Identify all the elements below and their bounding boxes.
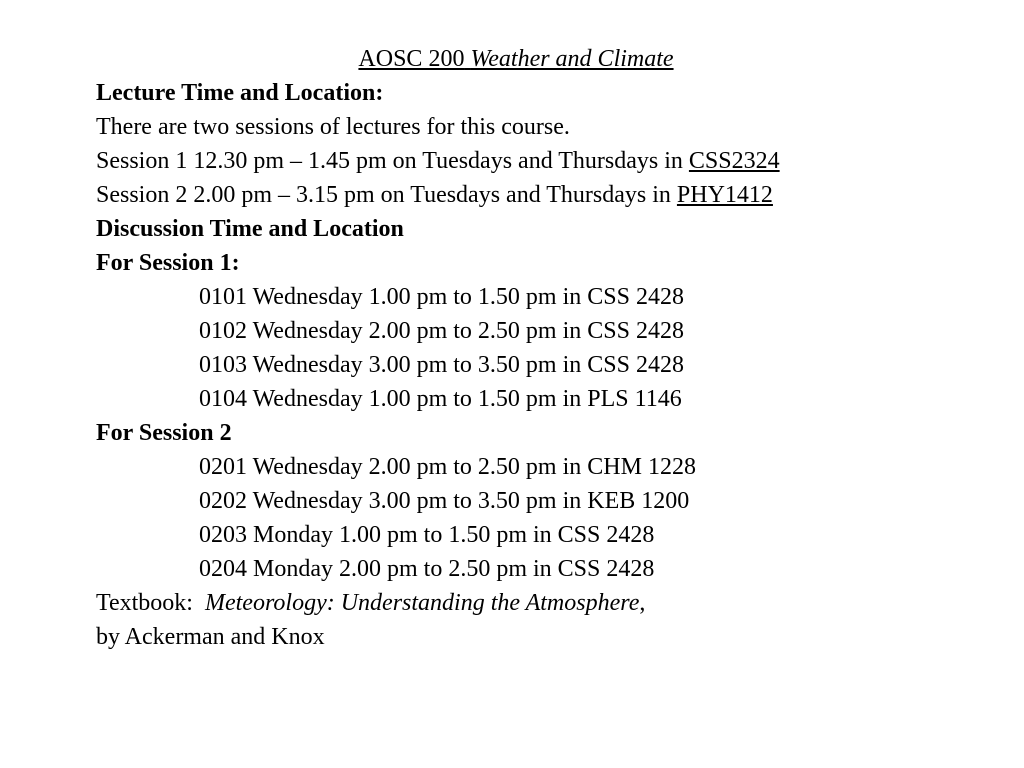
lecture-intro: There are two sessions of lectures for this course. [96,114,570,140]
session-1-heading: For Session 1: [96,250,240,276]
discussion-heading: Discussion Time and Location [96,216,404,242]
section-time: 1.00 pm to 1.50 pm in CSS 2428 [339,522,655,548]
discussion-section [96,552,996,586]
session-2-heading: For Session 2 [96,420,232,446]
textbook-authors: by Ackerman and Knox [96,624,325,650]
section-day: 0204 Monday [199,556,333,582]
textbook-line [96,586,996,620]
lecture-session-2 [96,178,996,212]
course-code: AOSC 200 [358,46,465,72]
slide-title [0,42,1024,76]
discussion-section: 0102 Wednesday 2.00 pm to 2.50 pm in CSS 2428 [199,318,684,344]
discussion-section: 0201 Wednesday 2.00 pm to 2.50 pm in CHM 1228 [199,454,696,480]
discussion-section: 0202 Wednesday 3.00 pm to 3.50 pm in KEB 1200 [199,488,690,514]
discussion-section: 0104 Wednesday 1.00 pm to 1.50 pm in PLS 1146 [199,386,682,412]
discussion-section: 0103 Wednesday 3.00 pm to 3.50 pm in CSS 2428 [199,352,684,378]
lecture-session-text: Session 1 12.30 pm – 1.45 pm on Tuesdays and Thursdays in [96,148,683,174]
course-name: Weather and Climate [470,46,674,72]
section-time: 2.00 pm to 2.50 pm in CSS 2428 [339,556,655,582]
discussion-section [96,518,996,552]
slide-body [96,76,996,654]
room-link-phy1412[interactable]: PHY1412 [676,182,773,208]
room-link-css2324[interactable]: CSS2324 [688,148,780,174]
textbook-comma: , [639,590,646,616]
lecture-session-text: Session 2 2.00 pm – 3.15 pm on Tuesdays and Thursdays in [96,182,671,208]
lecture-session-1 [96,144,996,178]
discussion-section: 0101 Wednesday 1.00 pm to 1.50 pm in CSS 2428 [199,284,684,310]
textbook-label: Textbook: [96,590,193,616]
lecture-heading: Lecture Time and Location: [96,80,384,106]
textbook-title: Meteorology: Understanding the Atmosphere [204,590,640,616]
section-day: 0203 Monday [199,522,333,548]
